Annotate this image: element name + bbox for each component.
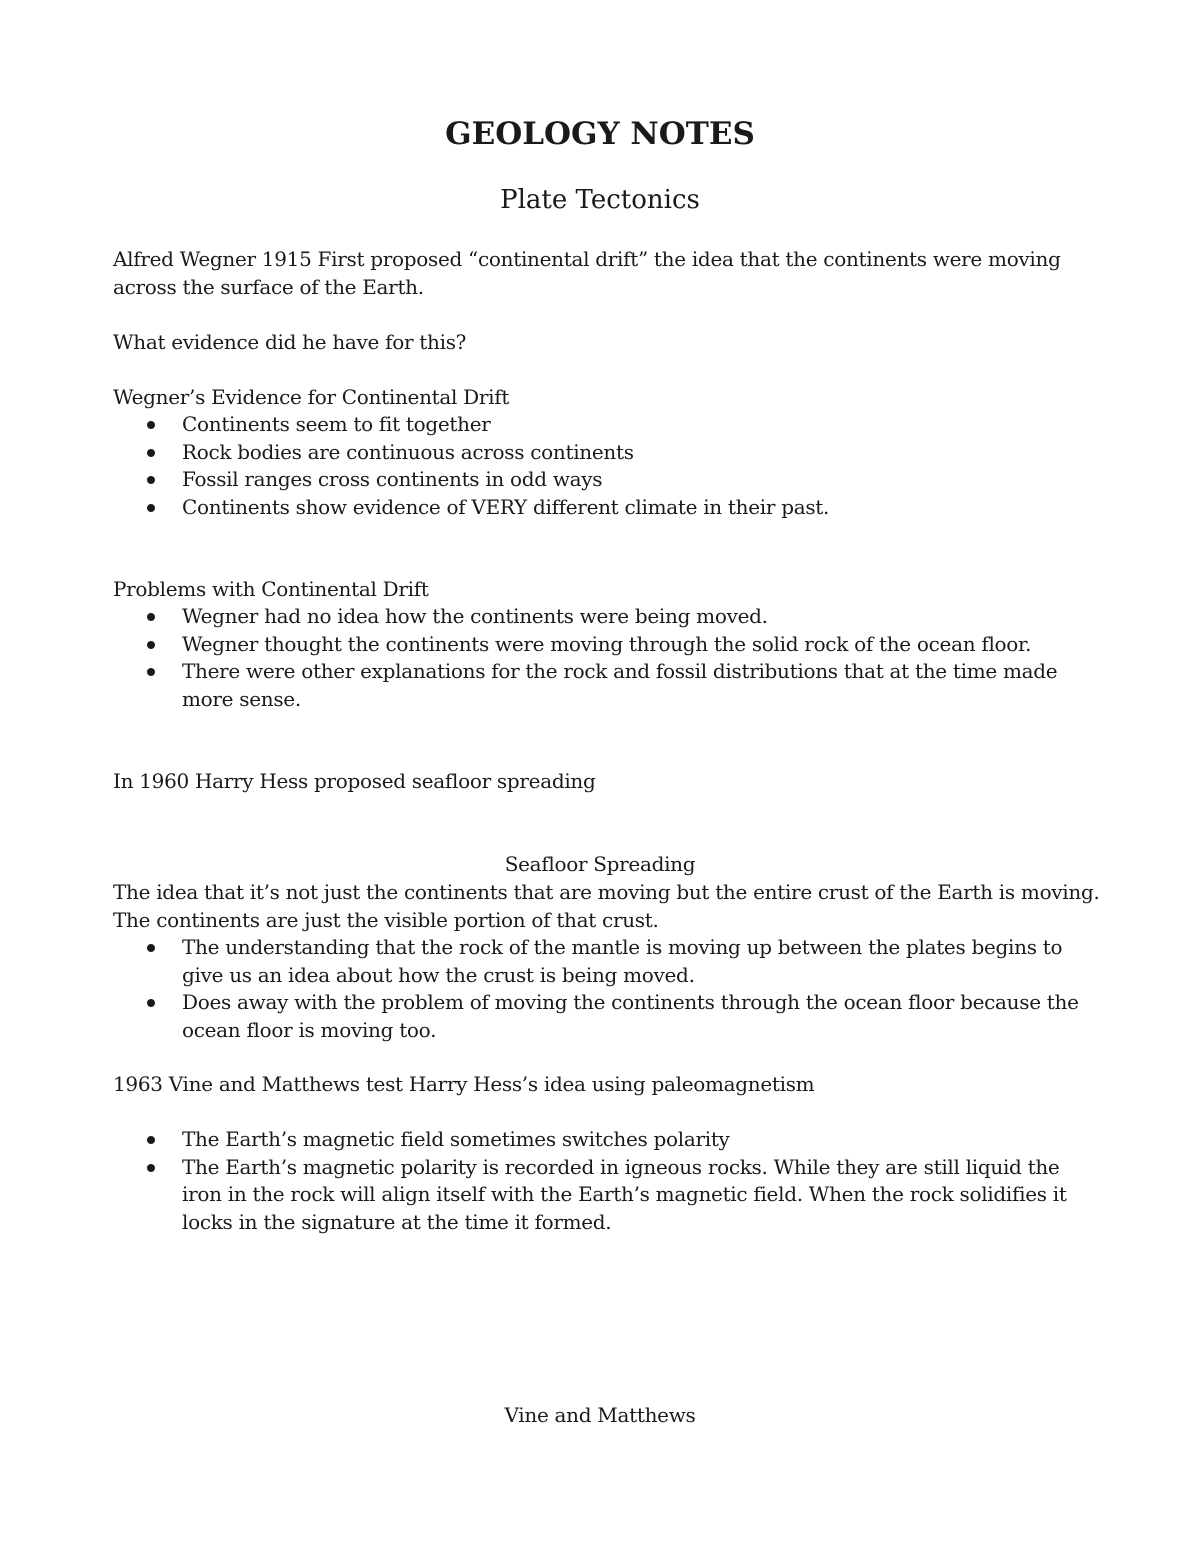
list-item: Wegner had no idea how the continents were being moved. — [113, 603, 1103, 631]
bullet-icon — [147, 999, 155, 1007]
list-item: Fossil ranges cross continents in odd ways — [113, 466, 1103, 494]
bullet-icon — [147, 449, 155, 457]
list-item: Continents show evidence of VERY different climate in their past. — [113, 494, 1103, 522]
list-item: Does away with the problem of moving the continents through the ocean floor because the ocean floor is moving too. — [113, 989, 1103, 1044]
vine-list — [113, 1126, 1103, 1236]
list-item: The understanding that the rock of the mantle is moving up between the plates begins to give us an idea about how the crust is being moved. — [113, 934, 1103, 989]
question-paragraph: What evidence did he have for this? — [113, 330, 467, 354]
hess-paragraph: In 1960 Harry Hess proposed seafloor spreading — [113, 769, 596, 793]
list-item: There were other explanations for the rock and fossil distributions that at the time made more sense. — [113, 658, 1103, 713]
bullet-icon — [147, 668, 155, 676]
bullet-icon — [147, 504, 155, 512]
list-item: The Earth’s magnetic field sometimes switches polarity — [113, 1126, 1103, 1154]
bullet-icon — [147, 613, 155, 621]
intro-paragraph: Alfred Wegner 1915 First proposed “continental drift” the idea that the continents were moving across the surface of the Earth. — [113, 247, 1061, 299]
bullet-icon — [147, 1136, 155, 1144]
problems-heading: Problems with Continental Drift — [113, 577, 429, 601]
seafloor-list — [113, 934, 1103, 1044]
vine-matthews-heading: Vine and Matthews — [504, 1403, 696, 1427]
bullet-icon — [147, 944, 155, 952]
list-item: Rock bodies are continuous across continents — [113, 439, 1103, 467]
list-item: Wegner thought the continents were moving through the solid rock of the ocean floor. — [113, 631, 1103, 659]
vine-paragraph: 1963 Vine and Matthews test Harry Hess’s idea using paleomagnetism — [113, 1072, 815, 1096]
document-title: GEOLOGY NOTES — [445, 116, 755, 152]
bullet-icon — [147, 1164, 155, 1172]
problems-list — [113, 603, 1103, 713]
list-item: The Earth’s magnetic polarity is recorded in igneous rocks. While they are still liquid the iron in the rock will align itself with the Earth’s magnetic field. When the rock solidifies it locks in the signature at the time it formed. — [113, 1154, 1103, 1237]
seafloor-paragraph: The idea that it’s not just the continents that are moving but the entire crust of the Earth is moving. The continents are just the visible portion of that crust. — [113, 880, 1100, 932]
seafloor-heading: Seafloor Spreading — [504, 852, 696, 876]
evidence-list — [113, 411, 1103, 521]
bullet-icon — [147, 421, 155, 429]
bullet-icon — [147, 476, 155, 484]
evidence-heading: Wegner’s Evidence for Continental Drift — [113, 385, 510, 409]
section-title-plate-tectonics: Plate Tectonics — [500, 185, 700, 215]
list-item: Continents seem to fit together — [113, 411, 1103, 439]
bullet-icon — [147, 641, 155, 649]
